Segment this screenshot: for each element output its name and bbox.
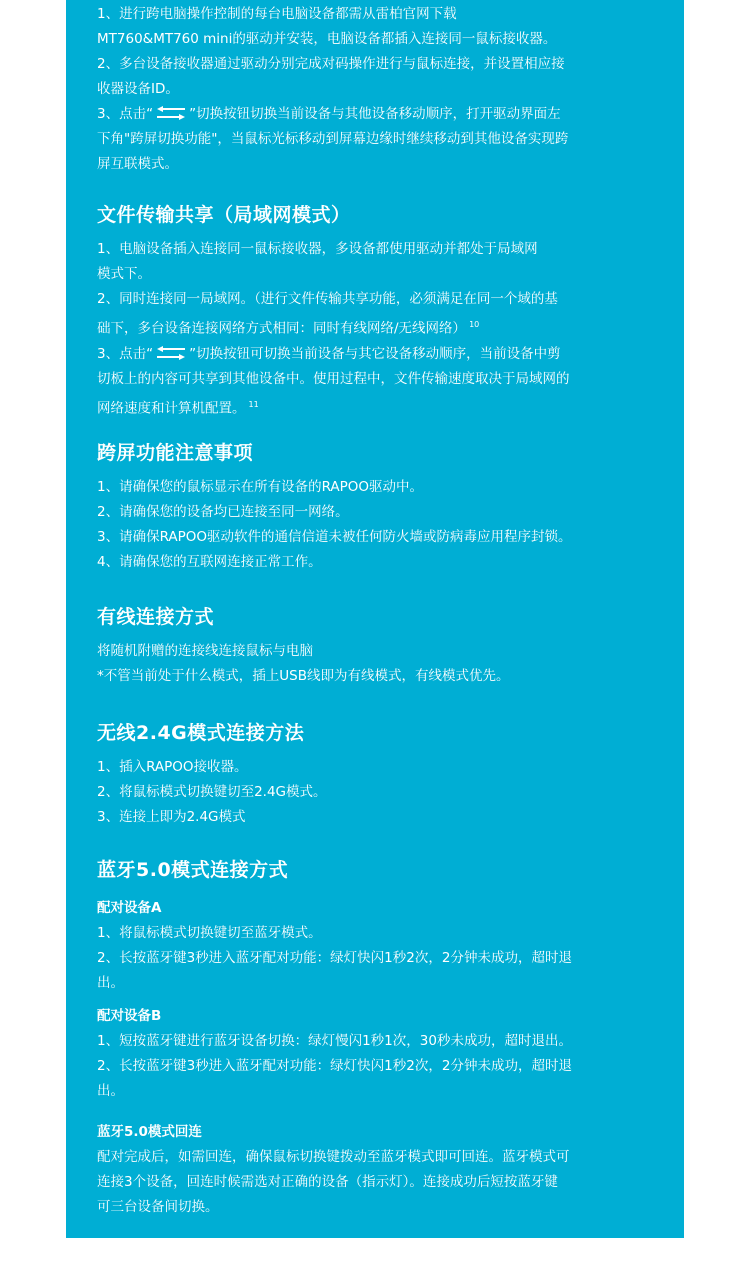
- text-line: 切板上的内容可共享到其他设备中。使用过程中，文件传输速度取决于局域网的: [97, 370, 570, 387]
- section-title: 有线连接方式: [97, 606, 215, 628]
- section-wireless-24g: [97, 719, 660, 830]
- text-line: *不管当前处于什么模式，插上USB线即为有线模式，有线模式优先。: [97, 668, 510, 684]
- text-line: 出。: [97, 1083, 124, 1099]
- text-fragment: 网络速度和计算机配置。: [97, 400, 246, 416]
- section-bluetooth: [97, 856, 660, 1220]
- text-line: 3、连接上即为2.4G模式: [97, 809, 246, 825]
- section-cross-screen-notes: [97, 439, 660, 575]
- section-title: 文件传输共享（局域网模式）: [97, 204, 351, 226]
- text-line: 1、请确保您的鼠标显示在所有设备的RAPOO驱动中。: [97, 479, 424, 495]
- text-line: 配对完成后，如需回连，确保鼠标切换键拨动至蓝牙模式即可回连。蓝牙模式可: [97, 1149, 570, 1165]
- text-line: 4、请确保您的互联网连接正常工作。: [97, 554, 322, 570]
- text-line: 2、长按蓝牙键3秒进入蓝牙配对功能：绿灯快闪1秒2次，2分钟未成功，超时退: [97, 1058, 572, 1074]
- text-fragment: ”切换按钮可切换当前设备与其它设备移动顺序，当前设备中剪: [189, 345, 561, 362]
- text-line: 出。: [97, 975, 124, 991]
- section-wired: [97, 603, 660, 689]
- text-line: 3、请确保RAPOO驱动软件的通信信道未被任何防火墙或防病毒应用程序封锁。: [97, 529, 572, 545]
- text-line: 2、多台设备接收器通过驱动分别完成对码操作进行与鼠标连接，并设置相应接: [97, 56, 565, 72]
- section-title: 无线2.4G模式连接方法: [97, 722, 305, 744]
- text-line: MT760&MT760 mini的驱动并安装，电脑设备都插入连接同一鼠标接收器。: [97, 31, 557, 47]
- text-line: [97, 392, 660, 422]
- footnote-mark: 10: [469, 320, 480, 329]
- text-line: 下角"跨屏切换功能"，当鼠标光标移动到屏幕边缘时继续移动到其他设备实现跨: [97, 131, 569, 147]
- text-line: 1、短按蓝牙键进行蓝牙设备切换：绿灯慢闪1秒1次，30秒未成功，超时退出。: [97, 1033, 572, 1049]
- text-line: 1、电脑设备插入连接同一鼠标接收器，多设备都使用驱动并都处于局域网: [97, 241, 538, 257]
- subsection-title: 配对设备B: [97, 1008, 162, 1024]
- section-file-sharing: [97, 201, 660, 421]
- text-line: 1、进行跨电脑操作控制的每台电脑设备都需从雷柏官网下载: [97, 6, 457, 22]
- text-line: 收器设备ID。: [97, 81, 179, 97]
- text-line: 2、同时连接同一局域网。（进行文件传输共享功能，必须满足在同一个域的基: [97, 291, 558, 307]
- text-line: [97, 312, 660, 342]
- text-line: 2、长按蓝牙键3秒进入蓝牙配对功能：绿灯快闪1秒2次，2分钟未成功，超时退: [97, 950, 572, 966]
- text-line: [97, 102, 660, 127]
- text-fragment: ”切换按钮切换当前设备与其他设备移动顺序，打开驱动界面左: [189, 106, 561, 122]
- text-line: [97, 342, 660, 367]
- text-line: 模式下。: [97, 266, 151, 282]
- text-line: 2、请确保您的设备均已连接至同一网络。: [97, 504, 349, 520]
- subsection-title: 配对设备A: [97, 900, 162, 916]
- text-fragment: 3、点击“: [97, 106, 154, 122]
- section-title: 蓝牙5.0模式连接方式: [97, 859, 289, 881]
- text-line: 2、将鼠标模式切换键切至2.4G模式。: [97, 784, 327, 800]
- text-line: 连接3个设备，回连时候需选对正确的设备（指示灯）。连接成功后短按蓝牙键: [97, 1174, 558, 1190]
- text-line: 1、插入RAPOO接收器。: [97, 759, 248, 775]
- text-line: 屏互联模式。: [97, 156, 178, 172]
- subsection-title: 蓝牙5.0模式回连: [97, 1124, 202, 1140]
- text-fragment: 3、点击“: [97, 345, 154, 362]
- text-line: 可三台设备间切换。: [97, 1199, 219, 1215]
- switch-arrows-icon: [155, 106, 187, 120]
- text-line: 将随机附赠的连接线连接鼠标与电脑: [97, 643, 313, 659]
- text-fragment: 础下，多台设备连接网络方式相同：同时有线网络/无线网络）: [97, 320, 467, 337]
- text-line: 1、将鼠标模式切换键切至蓝牙模式。: [97, 925, 322, 941]
- content-panel: [66, 0, 684, 1238]
- switch-arrows-icon: [155, 346, 187, 360]
- footnote-mark: 11: [248, 399, 259, 409]
- section-title: 跨屏功能注意事项: [97, 442, 254, 464]
- section-cross-screen-steps: [97, 2, 660, 177]
